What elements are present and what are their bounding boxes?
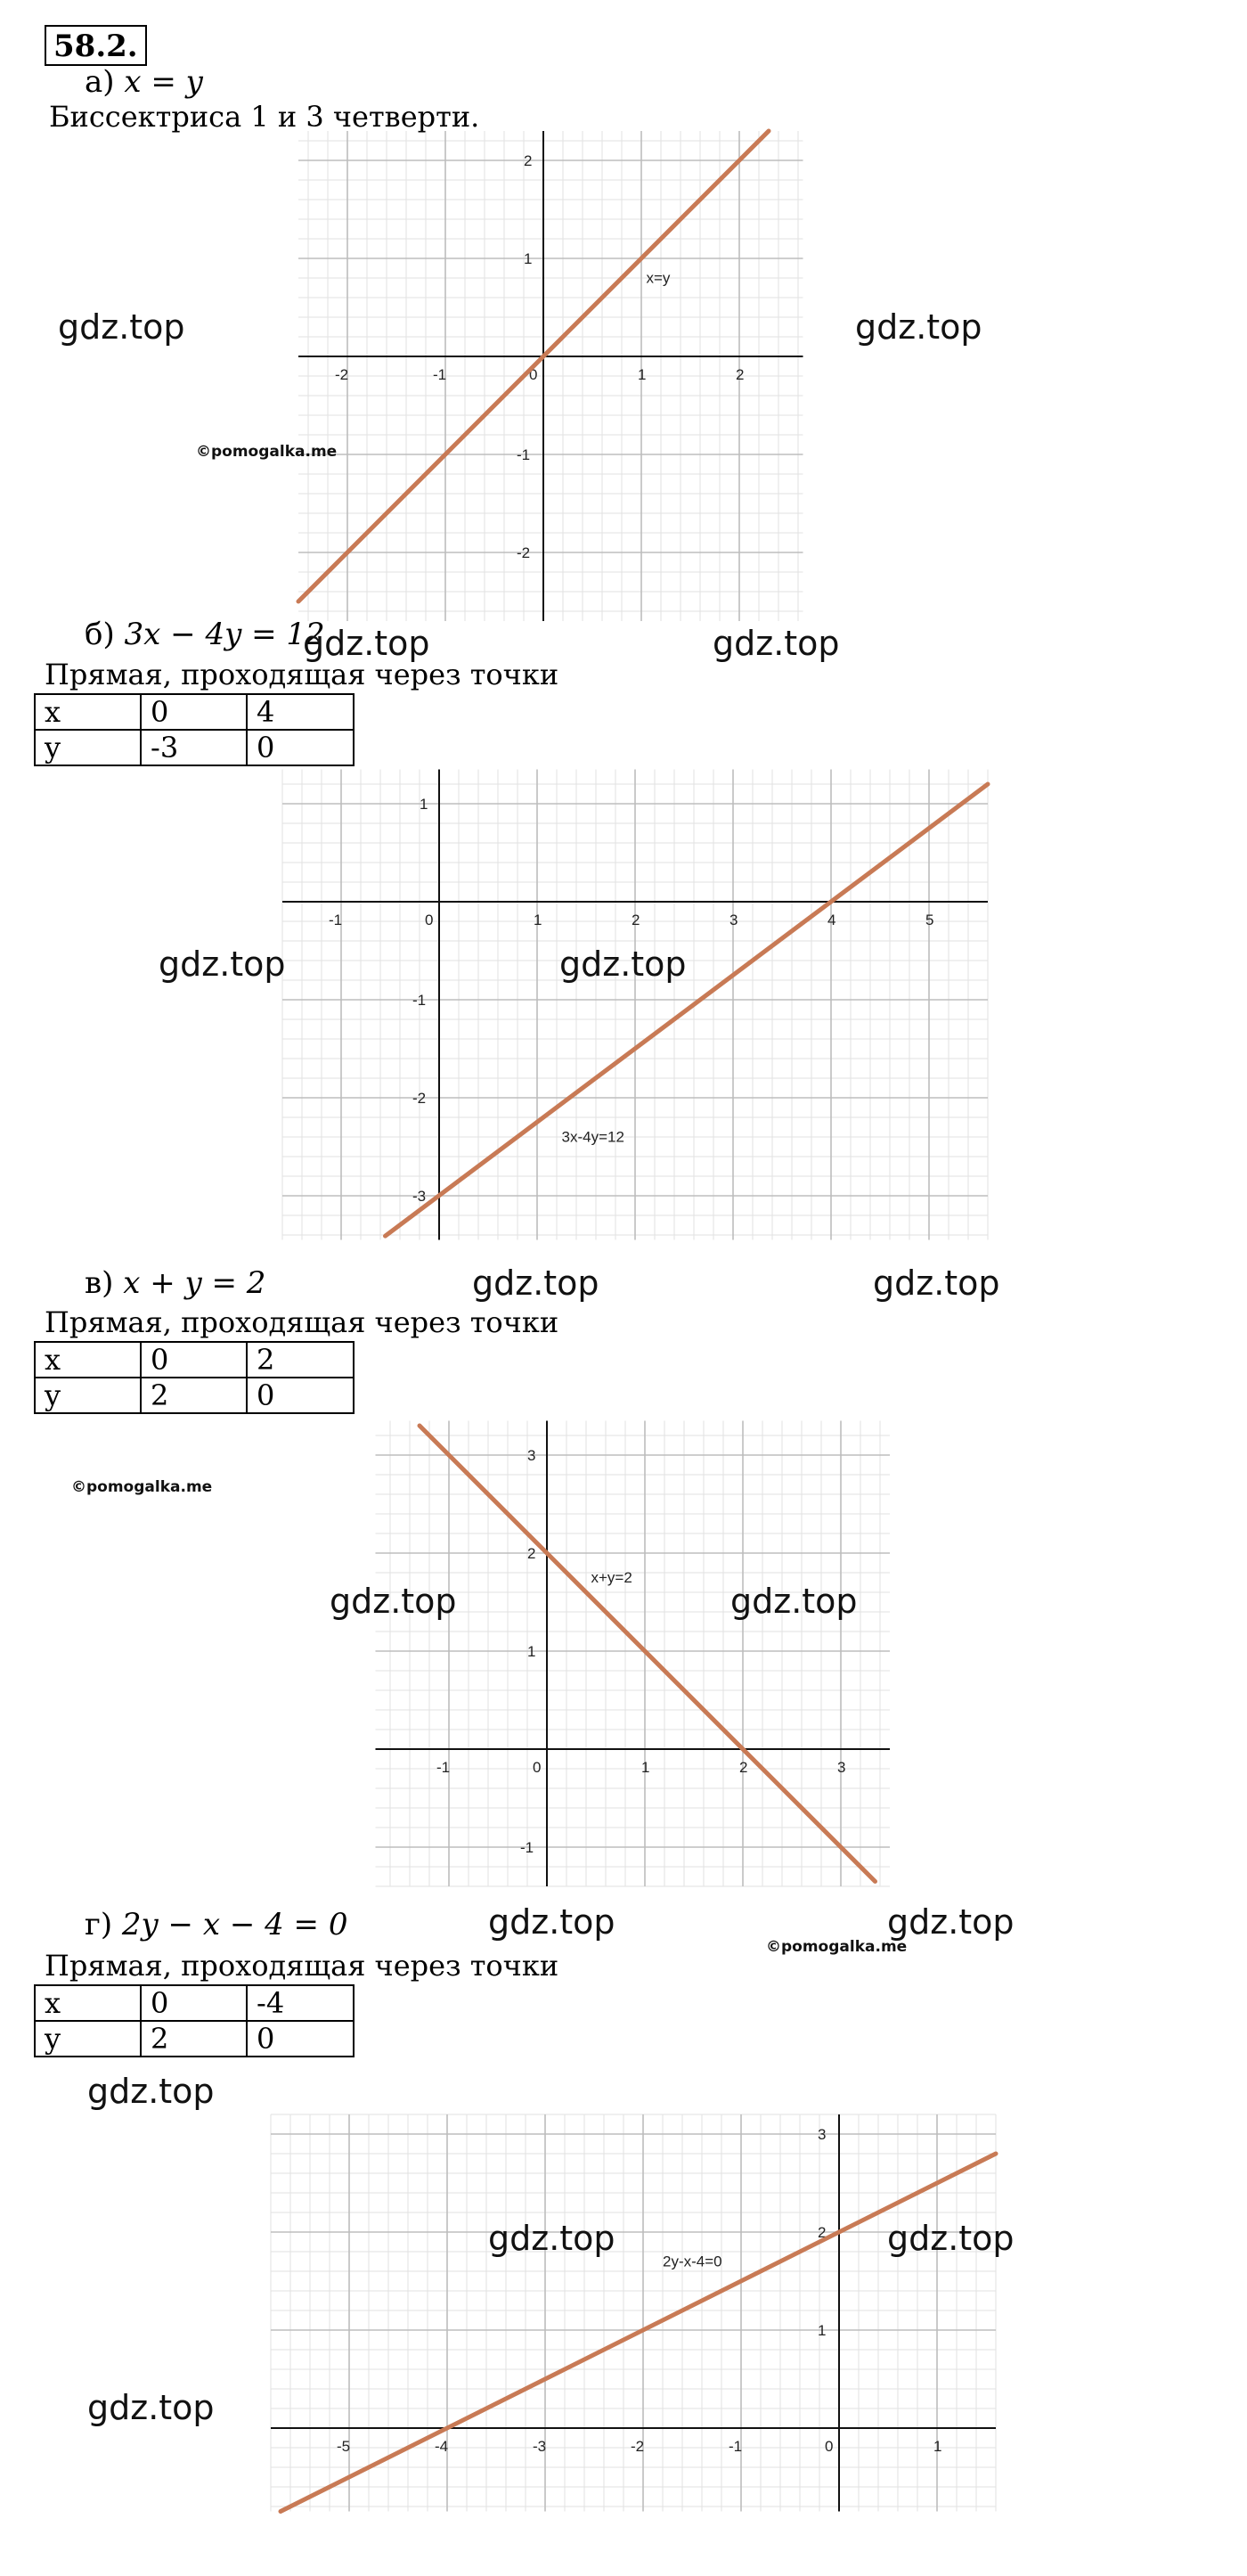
series-line [386, 784, 989, 1236]
table-row [35, 1985, 354, 2021]
x-tick-label: 0 [529, 366, 538, 383]
line-label: x=y [646, 269, 671, 287]
x-tick-label: 0 [825, 2438, 834, 2455]
table-cell: 2 [247, 1342, 354, 1378]
x-tick-label: 0 [425, 912, 434, 928]
graph-part-c [376, 1421, 892, 1893]
x-tick-label: 2 [736, 366, 745, 383]
part-d-description: Прямая, проходящая через точки [45, 1949, 559, 1983]
table-cell: 0 [247, 730, 354, 765]
graph-part-d [272, 2121, 998, 2513]
table-cell: 0 [141, 694, 247, 730]
x-tick-label: 1 [638, 366, 647, 383]
table-cell: 0 [247, 1378, 354, 1413]
credit-text: ©pomogalka.me [71, 1478, 213, 1496]
part-a-heading [85, 64, 203, 100]
graph-part-a [335, 134, 904, 624]
part-b-heading [85, 617, 325, 652]
series-line [298, 131, 769, 601]
y-tick-label: -2 [517, 544, 531, 561]
credit-text: ©pomogalka.me [196, 443, 338, 461]
table-cell: 2 [141, 2021, 247, 2057]
part-a-label: а) [85, 64, 115, 100]
y-tick-label: 1 [524, 250, 533, 267]
watermark: gdz.top [730, 1582, 858, 1621]
x-tick-label: 4 [827, 912, 836, 928]
x-tick-label: 2 [632, 912, 640, 928]
table-cell: x [35, 1342, 141, 1378]
part-c-heading [85, 1265, 265, 1301]
problem-number: 58.2. [45, 25, 147, 66]
table-cell: x [35, 1985, 141, 2021]
graph-part-b [281, 775, 984, 1247]
watermark: gdz.top [887, 1902, 1015, 1942]
table-row [35, 694, 354, 730]
part-b-description: Прямая, проходящая через точки [45, 658, 559, 691]
y-tick-label: -3 [412, 1188, 427, 1205]
y-tick-label: 1 [420, 796, 428, 813]
watermark: gdz.top [87, 2388, 215, 2427]
x-tick-label: -5 [337, 2438, 351, 2455]
y-tick-label: 2 [818, 2224, 827, 2241]
table-row [35, 1342, 354, 1378]
watermark: gdz.top [855, 307, 982, 347]
part-b-equation: 3x − 4y = 12 [124, 617, 325, 652]
part-a-description: Биссектриса 1 и 3 четверти. [49, 100, 480, 134]
table-cell: x [35, 694, 141, 730]
y-tick-label: 1 [818, 2322, 827, 2339]
watermark: gdz.top [330, 1582, 457, 1621]
credit-text: ©pomogalka.me [766, 1938, 908, 1956]
x-tick-label: -1 [436, 1759, 451, 1776]
y-tick-label: 2 [524, 152, 533, 169]
table-cell: 4 [247, 694, 354, 730]
part-c-description: Прямая, проходящая через точки [45, 1305, 559, 1339]
table-cell: 0 [247, 2021, 354, 2057]
y-tick-label: 3 [818, 2126, 827, 2143]
watermark: gdz.top [472, 1263, 599, 1303]
x-tick-label: 1 [534, 912, 542, 928]
part-d-label: г) [85, 1907, 113, 1942]
x-tick-label: -1 [433, 366, 447, 383]
line-label: 2y-x-4=0 [663, 2253, 722, 2270]
x-tick-label: 3 [729, 912, 738, 928]
watermark: gdz.top [159, 945, 286, 984]
y-tick-label: 2 [527, 1545, 536, 1562]
watermark: gdz.top [58, 307, 185, 347]
y-tick-label: -1 [520, 1839, 534, 1856]
part-c-equation: x + y = 2 [123, 1265, 266, 1301]
part-c-value-table [34, 1341, 355, 1414]
table-row [35, 2021, 354, 2057]
x-tick-label: -1 [329, 912, 343, 928]
x-tick-label: 0 [533, 1759, 542, 1776]
x-tick-label: 1 [641, 1759, 650, 1776]
table-cell: y [35, 730, 141, 765]
part-d-equation: 2y − x − 4 = 0 [121, 1907, 348, 1942]
part-d-heading [85, 1907, 347, 1942]
x-tick-label: 1 [933, 2438, 942, 2455]
part-d-value-table [34, 1984, 355, 2057]
part-a-equation: x = y [124, 64, 203, 100]
table-cell: 0 [141, 1985, 247, 2021]
watermark: gdz.top [559, 945, 687, 984]
x-tick-label: -1 [729, 2438, 743, 2455]
watermark: gdz.top [887, 2219, 1015, 2258]
y-tick-label: 1 [527, 1643, 536, 1660]
watermark: gdz.top [87, 2072, 215, 2111]
watermark: gdz.top [488, 1902, 615, 1942]
line-label: 3x-4y=12 [561, 1128, 624, 1146]
table-cell: -4 [247, 1985, 354, 2021]
y-tick-label: -2 [412, 1090, 427, 1107]
x-tick-label: -2 [631, 2438, 645, 2455]
series-line [281, 2154, 996, 2512]
x-tick-label: -2 [335, 366, 349, 383]
x-tick-label: 2 [739, 1759, 748, 1776]
watermark: gdz.top [873, 1263, 1000, 1303]
y-tick-label: 3 [527, 1447, 536, 1464]
part-c-label: в) [85, 1265, 114, 1301]
table-cell: y [35, 2021, 141, 2057]
watermark: gdz.top [713, 624, 840, 663]
x-tick-label: -4 [435, 2438, 449, 2455]
table-cell: y [35, 1378, 141, 1413]
table-cell: -3 [141, 730, 247, 765]
part-b-label: б) [85, 617, 115, 652]
watermark: gdz.top [488, 2219, 615, 2258]
table-row [35, 1378, 354, 1413]
table-cell: 0 [141, 1342, 247, 1378]
watermark: gdz.top [303, 624, 430, 663]
x-tick-label: 3 [837, 1759, 846, 1776]
y-tick-label: -1 [412, 992, 427, 1009]
part-b-value-table [34, 693, 355, 766]
x-tick-label: -3 [533, 2438, 547, 2455]
y-tick-label: -1 [517, 446, 531, 463]
table-row [35, 730, 354, 765]
line-label: x+y=2 [591, 1569, 632, 1586]
x-tick-label: 5 [925, 912, 934, 928]
table-cell: 2 [141, 1378, 247, 1413]
